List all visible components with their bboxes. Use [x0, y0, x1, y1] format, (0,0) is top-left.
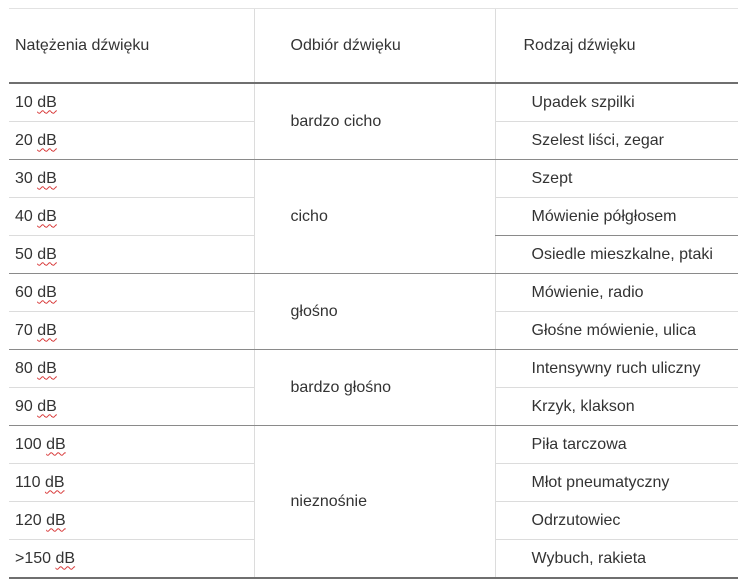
sound-type-cell: Odrzutowiec	[495, 502, 738, 540]
intensity-cell	[9, 540, 254, 579]
perception-cell: nieznośnie	[254, 426, 495, 579]
intensity-cell	[9, 350, 254, 388]
unit-label: dB	[37, 245, 57, 263]
header-perception: Odbiór dźwięku	[254, 9, 495, 84]
level-value: 50	[15, 245, 33, 263]
sound-type-cell: Osiedle mieszkalne, ptaki	[495, 236, 738, 274]
table-header	[9, 9, 738, 84]
intensity-cell	[9, 236, 254, 274]
intensity-cell	[9, 160, 254, 198]
intensity-cell	[9, 83, 254, 122]
level-value: 30	[15, 169, 33, 187]
unit-label: dB	[46, 435, 66, 453]
level-value: 110	[15, 473, 41, 491]
unit-label: dB	[55, 549, 76, 567]
sound-type-cell: Szept	[495, 160, 738, 198]
sound-type-cell: Mówienie półgłosem	[495, 198, 738, 236]
unit-label: dB	[37, 207, 57, 225]
header-row	[9, 9, 738, 84]
perception-cell: bardzo cicho	[254, 83, 495, 160]
table-row	[9, 426, 738, 464]
intensity-cell	[9, 198, 254, 236]
sound-type-cell: Piła tarczowa	[495, 426, 738, 464]
unit-label: dB	[44, 473, 65, 491]
perception-cell: bardzo głośno	[254, 350, 495, 426]
level-value: 40	[15, 207, 33, 225]
sound-type-cell: Głośne mówienie, ulica	[495, 312, 738, 350]
unit-label: dB	[37, 321, 57, 339]
unit-label: dB	[37, 169, 57, 187]
unit-label: dB	[37, 397, 57, 415]
level-value: 80	[15, 359, 33, 377]
level-value: 70	[15, 321, 33, 339]
level-value: >150	[15, 549, 52, 567]
level-value: 120	[15, 511, 42, 529]
sound-type-cell: Krzyk, klakson	[495, 388, 738, 426]
table-row	[9, 83, 738, 122]
table-row	[9, 350, 738, 388]
table-row	[9, 274, 738, 312]
level-value: 60	[15, 283, 33, 301]
unit-label: dB	[37, 283, 57, 301]
sound-type-cell: Wybuch, rakieta	[495, 540, 738, 579]
sound-type-cell: Młot pneumatyczny	[495, 464, 738, 502]
intensity-cell	[9, 502, 254, 540]
intensity-cell	[9, 426, 254, 464]
perception-cell: głośno	[254, 274, 495, 350]
sound-intensity-table	[9, 8, 738, 579]
intensity-cell	[9, 122, 254, 160]
level-value: 90	[15, 397, 33, 415]
level-value: 20	[15, 131, 33, 149]
sound-type-cell: Upadek szpilki	[495, 83, 738, 122]
sound-type-cell: Szelest liści, zegar	[495, 122, 738, 160]
perception-cell: cicho	[254, 160, 495, 274]
intensity-cell	[9, 312, 254, 350]
table-body	[9, 83, 738, 578]
unit-label: dB	[37, 359, 57, 377]
unit-label: dB	[46, 511, 66, 529]
level-value: 100	[15, 435, 42, 453]
intensity-cell	[9, 388, 254, 426]
intensity-cell	[9, 274, 254, 312]
header-sound-type: Rodzaj dźwięku	[495, 9, 738, 84]
level-value: 10	[15, 93, 33, 111]
header-intensity: Natężenia dźwięku	[9, 9, 254, 84]
unit-label: dB	[37, 131, 57, 149]
sound-type-cell: Mówienie, radio	[495, 274, 738, 312]
intensity-cell	[9, 464, 254, 502]
sound-type-cell: Intensywny ruch uliczny	[495, 350, 738, 388]
unit-label: dB	[37, 93, 57, 111]
table-row	[9, 160, 738, 198]
